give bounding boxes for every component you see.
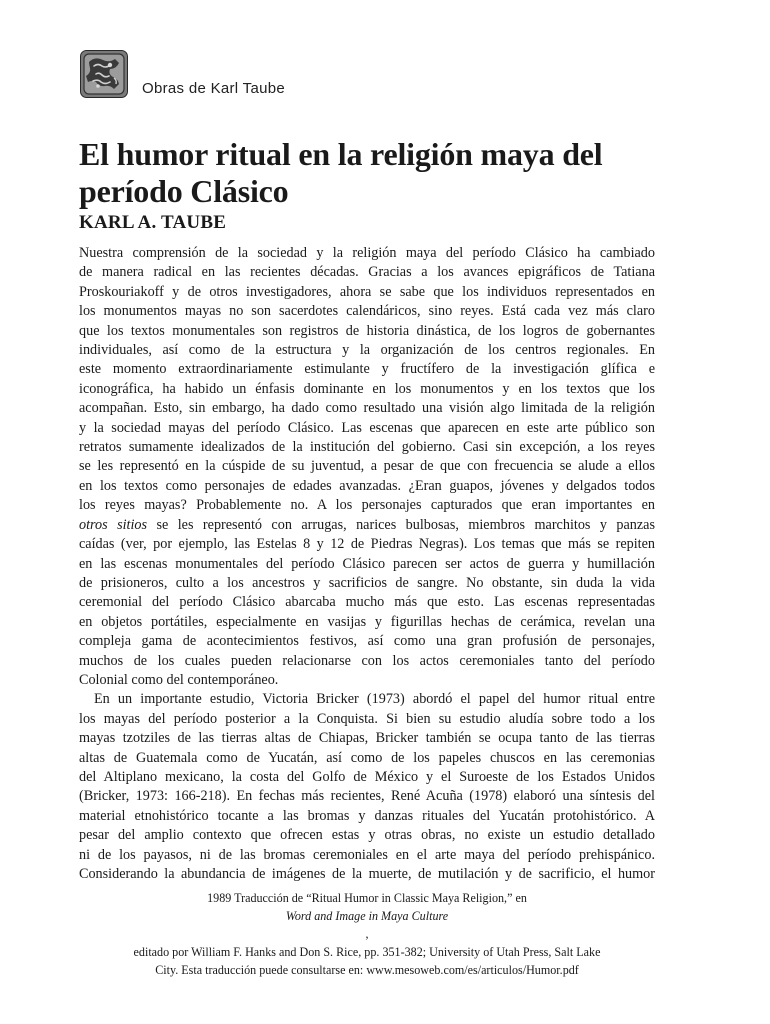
italic-phrase: otros sitios xyxy=(79,516,148,533)
title-line: período Clásico xyxy=(79,173,289,209)
body-line: mayas tzotziles de las tierras altas de Chiapas, Bricker también se ocupa tanto de las tierras xyxy=(79,730,655,747)
body-line: este momento extraordinariamente estimulante y fructífero de la investigación glífica e xyxy=(79,361,655,378)
body-line: En un importante estudio, Victoria Bricker (1973) abordó el papel del humor ritual entre xyxy=(94,691,655,708)
body-line-rest: se les representó con arrugas, narices bulbosas, miembros marchitos y panzas xyxy=(147,516,655,533)
body-line: ni de los payasos, ni de las bromas ceremoniales en el arte maya del período prehispánico. xyxy=(79,846,655,863)
body-line: del Altiplano mexicano, la costa del Golfo de México y el Suroeste de los Estados Unidos xyxy=(79,768,655,785)
body-line: de prisioneros, culto a los ancestros y sacrificios de sangre. No obstante, sin duda la vida xyxy=(79,574,655,591)
body-line: Nuestra comprensión de la sociedad y la religión maya del período Clásico ha cambiado xyxy=(79,245,655,261)
body-line: en objetos portátiles, especialmente en vasijas y figurillas hechas de cerámica, revelan una xyxy=(79,613,655,630)
body-line: (Bricker, 1973: 166-218). En fechas más recientes, René Acuña (1978) elaboró una síntesis del xyxy=(79,788,655,805)
series-title: Obras de Karl Taube xyxy=(142,80,286,97)
body-line: retratos sumamente idealizados de la institución del gobierno. Casi sin excepción, a los reyes xyxy=(79,439,655,456)
body-line: de manera radical en las recientes décadas. Gracias a los avances epigráficos de Tatiana xyxy=(79,264,655,281)
body-line: Considerando la abundancia de imágenes de la muerte, de mutilación y de sacrificio, el humor xyxy=(79,866,655,882)
body-line: iconográfica, ha habido un énfasis dominante en los monumentos y en los textos que los xyxy=(79,380,655,397)
body-line: individuales, así como de la estructura y la organización de los centros regionales. En xyxy=(79,342,655,359)
footnote-line: City. Esta traducción puede consultarse en: www.mesoweb.com/es/articulos/Humor.pdf xyxy=(155,963,579,977)
mayan-glyph-logo-icon xyxy=(80,50,128,98)
body-line: ceremonial del período Clásico abarcaba mucho más que esto. Las escenas representadas xyxy=(79,594,655,611)
body-line: que los textos monumentales son registros de historia dinástica, de los logros de gobernantes xyxy=(79,322,655,339)
footnote-line xyxy=(79,889,655,943)
footnote-book-title: Word and Image in Maya Culture xyxy=(285,909,449,923)
body-line: se les representó en la cúspide de su juventud, a pesar de que con frecuencia se alude a ellos xyxy=(79,458,655,475)
article-author: KARL A. TAUBE xyxy=(79,212,227,233)
title-line: El humor ritual en la religión maya del xyxy=(79,136,603,172)
body-line: y la sociedad mayas del período Clásico. Las escenas que aparecen en este arte público son xyxy=(79,419,655,436)
footnote-text: 1989 Traducción de “Ritual Humor in Classic Maya Religion,” en xyxy=(207,891,527,905)
body-line: los reyes mayas? Probablemente no. A los personajes capturados que eran importantes en xyxy=(79,497,655,514)
body-line xyxy=(79,516,655,535)
body-line: compleja gama de acontecimientos festivos, así como una gran profusión de personajes, xyxy=(79,633,655,650)
body-line: en las escenas monumentales del período Clásico parecen ser actos de guerra y humillación xyxy=(79,555,655,572)
body-line: altas de Guatemala como de Yucatán, así como de los papeles chuscos en las ceremonias xyxy=(79,749,655,766)
body-line: Colonial como del contemporáneo. xyxy=(79,671,279,688)
article-title xyxy=(79,136,699,210)
body-line: caídas (ver, por ejemplo, las Estelas 8 y 12 de Piedras Negras). Los temas que más se repiten xyxy=(79,536,655,553)
body-line: en los textos como personajes de edades avanzadas. ¿Eran guapos, jóvenes y delgados todos xyxy=(79,477,655,494)
body-line: acompañan. Esto, sin embargo, ha dado como resultado una visión algo limitada de la religión xyxy=(79,400,655,417)
body-line: material etnohistórico tocante a las bromas y danzas rituales del Yucatán protohistórico. A xyxy=(79,807,655,824)
body-line: los monumentos mayas no son sacerdotes calendáricos, sino reyes. Está cada vez más claro xyxy=(79,303,655,320)
body-line: Proskouriakoff y de otros investigadores, ahora se sabe que los individuos representados en xyxy=(79,283,655,300)
footnote xyxy=(79,889,655,979)
footnote-text: , xyxy=(365,927,369,941)
body-line: muchos de los cuales pueden relacionarse con los actos ceremoniales tanto del período xyxy=(79,652,655,669)
article-body xyxy=(79,244,655,884)
footnote-line: editado por William F. Hanks and Don S. Rice, pp. 351-382; University of Utah Press, Salt Lake xyxy=(133,945,601,959)
body-line: los mayas del período posterior a la Conquista. Si bien su estudio aludía sobre todo a los xyxy=(79,710,655,727)
body-line: pesar del amplio contexto que ofrecen estas y otras obras, no existe un estudio detallado xyxy=(79,827,655,844)
